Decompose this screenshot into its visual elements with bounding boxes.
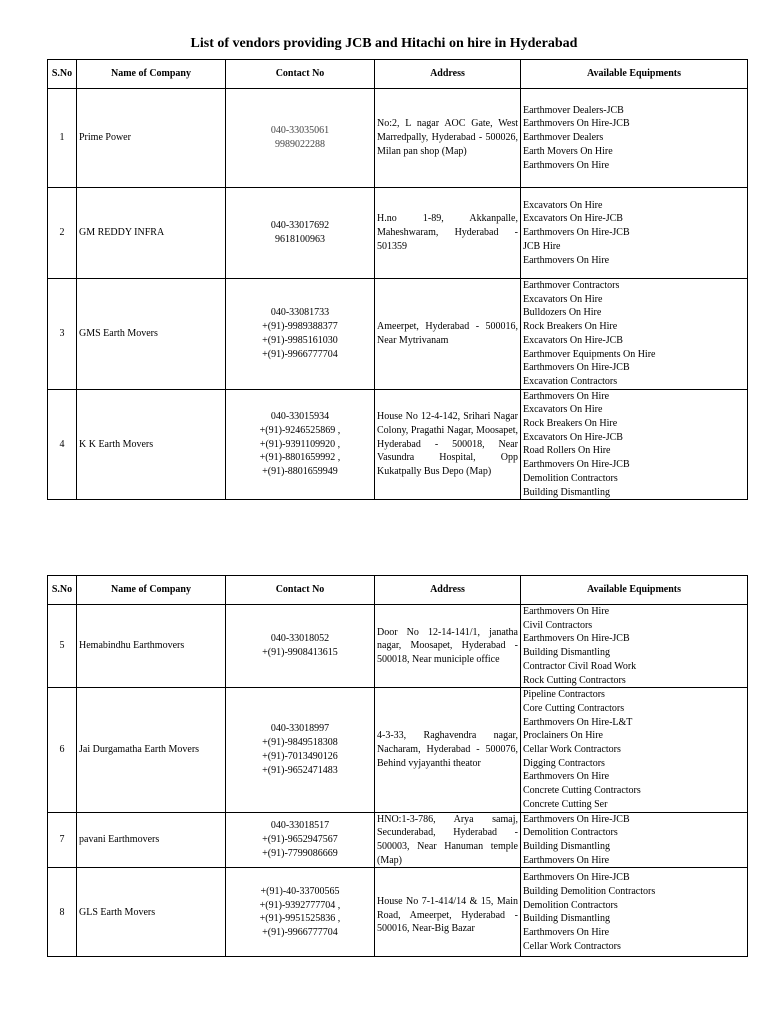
equipment-item: Earthmover Dealers-JCB xyxy=(523,104,624,116)
company-name: K K Earth Movers xyxy=(77,389,226,500)
contact-numbers xyxy=(226,812,375,868)
company-name: GLS Earth Movers xyxy=(77,868,226,957)
header-address: Address xyxy=(375,576,521,605)
company-name: GM REDDY INFRA xyxy=(77,188,226,279)
row-sno: 8 xyxy=(48,868,77,957)
header-company-name: Name of Company xyxy=(77,60,226,89)
equipment-item: Excavators On Hire xyxy=(523,293,603,305)
contact-number: +(91)-7799086669 xyxy=(262,847,338,859)
equipment-item: Earthmover Dealers xyxy=(523,132,604,144)
contact-numbers xyxy=(226,89,375,188)
equipment-list xyxy=(521,868,748,957)
equipment-item: Earthmovers On Hire xyxy=(523,159,610,171)
equipment-item: Excavation Contractors xyxy=(523,375,618,387)
equipment-item: Digging Contractors xyxy=(523,757,605,769)
contact-number: +(91)-9966777704 xyxy=(262,348,338,360)
equipment-item: Excavators On Hire-JCB xyxy=(523,334,623,346)
equipment-item: Earthmovers On Hire xyxy=(523,927,610,939)
table-row xyxy=(48,188,748,279)
equipment-list xyxy=(521,812,748,868)
contact-numbers xyxy=(226,389,375,500)
contact-numbers xyxy=(226,688,375,812)
equipment-item: Earthmovers On Hire-JCB xyxy=(523,227,630,239)
contact-number: 9989022288 xyxy=(275,139,325,150)
equipment-item: Excavators On Hire-JCB xyxy=(523,431,623,443)
header-company-name: Name of Company xyxy=(77,576,226,605)
equipment-item: Building Dismantling xyxy=(523,913,610,925)
table-row xyxy=(48,279,748,390)
header-sno: S.No xyxy=(48,60,77,89)
contact-numbers xyxy=(226,279,375,390)
contact-number: +(91)-9391109920 , xyxy=(259,438,341,450)
company-name: GMS Earth Movers xyxy=(77,279,226,390)
company-name: Hemabindhu Earthmovers xyxy=(77,605,226,688)
equipment-item: Rock Breakers On Hire xyxy=(523,418,618,430)
row-sno: 4 xyxy=(48,389,77,500)
contact-number: 040-33035061 xyxy=(270,125,330,137)
equipment-item: Concrete Cutting Ser xyxy=(523,798,608,810)
equipment-item: Building Dismantling xyxy=(523,486,610,498)
company-address: No:2, L nagar AOC Gate, West Marredpally, Hyderabad - 500026, Milan pan shop (Map) xyxy=(375,89,521,188)
equipment-item: Earthmovers On Hire xyxy=(523,606,610,617)
equipment-item: Earthmovers On Hire xyxy=(523,254,610,266)
equipment-item: Earth Movers On Hire xyxy=(523,145,613,157)
row-sno: 1 xyxy=(48,89,77,188)
table-header-row xyxy=(48,576,748,605)
equipment-item: Concrete Cutting Contractors xyxy=(523,785,641,797)
row-sno: 7 xyxy=(48,812,77,868)
contact-number: +(91)-9652947567 xyxy=(262,834,338,846)
equipment-list xyxy=(521,389,748,500)
contact-numbers xyxy=(226,868,375,957)
equipment-item: Contractor Civil Road Work xyxy=(523,660,637,672)
equipment-item: JCB Hire xyxy=(523,240,561,252)
contact-number: 040-33018997 xyxy=(270,723,330,735)
equipment-item: Earthmovers On Hire xyxy=(523,390,610,402)
contact-number: +(91)-9989388377 xyxy=(262,321,338,333)
equipment-item: Building Dismantling xyxy=(523,647,610,659)
equipment-item: Earthmovers On Hire xyxy=(523,771,610,783)
company-address: HNO:1-3-786, Arya samaj, Secunderabad, Hyderabad - 500003, Near Hanuman temple (Map) xyxy=(375,812,521,868)
equipment-item: Building Demolition Contractors xyxy=(523,885,656,897)
table-header-row xyxy=(48,60,748,89)
header-contact: Contact No xyxy=(226,576,375,605)
equipment-item: Demolition Contractors xyxy=(523,472,618,484)
equipment-item: Earthmovers On Hire-JCB xyxy=(523,872,630,884)
header-sno: S.No xyxy=(48,576,77,605)
contact-number: 040-33017692 xyxy=(270,220,330,232)
contact-number: +(91)-9849518308 xyxy=(262,737,338,749)
row-sno: 2 xyxy=(48,188,77,279)
equipment-item: Excavators On Hire xyxy=(523,199,603,211)
equipment-item: Earthmover Contractors xyxy=(523,280,620,291)
contact-numbers xyxy=(226,605,375,688)
equipment-item: Excavators On Hire xyxy=(523,404,603,416)
company-address: 4-3-33, Raghavendra nagar, Nacharam, Hyderabad - 500076, Behind vyjayanthi theator xyxy=(375,688,521,812)
equipment-list xyxy=(521,89,748,188)
vendor-table-1 xyxy=(47,59,748,500)
table-row xyxy=(48,389,748,500)
equipment-item: Earthmovers On Hire-JCB xyxy=(523,813,630,825)
contact-number: 040-33081733 xyxy=(270,307,330,319)
contact-number: +(91)-8801659949 xyxy=(262,465,338,477)
company-name: Prime Power xyxy=(77,89,226,188)
contact-number: +(91)-9246525869 , xyxy=(259,424,341,436)
equipment-item: Earthmover Equipments On Hire xyxy=(523,348,656,360)
company-address: Door No 12-14-141/1, janatha nagar, Moosapet, Hyderabad - 500018, Near municiple office xyxy=(375,605,521,688)
table-row xyxy=(48,812,748,868)
equipment-list xyxy=(521,605,748,688)
contact-number: +(91)-9966777704 xyxy=(262,927,338,939)
equipment-item: Pipeline Contractors xyxy=(523,689,605,701)
equipment-item: Earthmovers On Hire-L&T xyxy=(523,716,633,728)
equipment-item: Earthmovers On Hire-JCB xyxy=(523,118,630,130)
equipment-item: Civil Contractors xyxy=(523,619,593,631)
contact-number: +(91)-9908413615 xyxy=(262,647,338,659)
header-contact: Contact No xyxy=(226,60,375,89)
equipment-item: Earthmovers On Hire-JCB xyxy=(523,459,630,471)
equipment-item: Excavators On Hire-JCB xyxy=(523,213,623,225)
company-address: House No 12-4-142, Srihari Nagar Colony, Pragathi Nagar, Moosapet, Hyderabad - 500018, Near Vasundra Hospital, Opp Kukatpally Bus Depo (Map) xyxy=(375,389,521,500)
contact-number: +(91)-40-33700565 xyxy=(260,885,340,897)
table-row xyxy=(48,688,748,812)
vendor-table-2 xyxy=(47,575,748,957)
row-sno: 6 xyxy=(48,688,77,812)
equipment-item: Rock Breakers On Hire xyxy=(523,321,618,333)
contact-number: 040-33018517 xyxy=(270,820,330,832)
equipment-item: Proclainers On Hire xyxy=(523,730,603,742)
contact-number: +(91)-9985161030 xyxy=(262,334,338,346)
contact-number: +(91)-9392777704 , xyxy=(259,899,341,911)
equipment-item: Cellar Work Contractors xyxy=(523,940,621,952)
equipment-item: Core Cutting Contractors xyxy=(523,702,625,714)
company-name: Jai Durgamatha Earth Movers xyxy=(77,688,226,812)
table-row xyxy=(48,605,748,688)
contact-number: +(91)-8801659992 , xyxy=(259,452,341,464)
row-sno: 5 xyxy=(48,605,77,688)
header-address: Address xyxy=(375,60,521,89)
contact-number: 040-33018052 xyxy=(270,633,330,645)
equipment-item: Rock Cutting Contractors xyxy=(523,674,626,686)
company-address: Ameerpet, Hyderabad - 500016, Near Mytrivanam xyxy=(375,279,521,390)
equipment-item: Earthmovers On Hire xyxy=(523,854,610,866)
table-row xyxy=(48,868,748,957)
equipment-list xyxy=(521,188,748,279)
equipment-item: Earthmovers On Hire-JCB xyxy=(523,633,630,645)
equipment-item: Building Dismantling xyxy=(523,840,610,852)
contact-numbers xyxy=(226,188,375,279)
equipment-item: Earthmovers On Hire-JCB xyxy=(523,362,630,374)
row-sno: 3 xyxy=(48,279,77,390)
contact-number: +(91)-7013490126 xyxy=(262,750,338,762)
contact-number: 040-33015934 xyxy=(270,411,330,423)
equipment-item: Demolition Contractors xyxy=(523,899,618,911)
header-equipment: Available Equipments xyxy=(521,60,748,89)
contact-number: +(91)-9652471483 xyxy=(262,764,338,776)
equipment-item: Bulldozers On Hire xyxy=(523,307,602,319)
equipment-list xyxy=(521,279,748,390)
equipment-item: Cellar Work Contractors xyxy=(523,744,621,756)
equipment-item: Road Rollers On Hire xyxy=(523,445,611,457)
company-address: House No 7-1-414/14 & 15, Main Road, Ameerpet, Hyderabad - 500016, Near-Big Bazar xyxy=(375,868,521,957)
equipment-item: Demolition Contractors xyxy=(523,827,618,839)
contact-number: 9618100963 xyxy=(275,234,325,245)
company-name: pavani Earthmovers xyxy=(77,812,226,868)
equipment-list xyxy=(521,688,748,812)
page-title: List of vendors providing JCB and Hitachi on hire in Hyderabad xyxy=(190,36,578,51)
company-address: H.no 1-89, Akkanpalle, Maheshwaram, Hyderabad - 501359 xyxy=(375,188,521,279)
contact-number: +(91)-9951525836 , xyxy=(259,913,341,925)
header-equipment: Available Equipments xyxy=(521,576,748,605)
table-row xyxy=(48,89,748,188)
